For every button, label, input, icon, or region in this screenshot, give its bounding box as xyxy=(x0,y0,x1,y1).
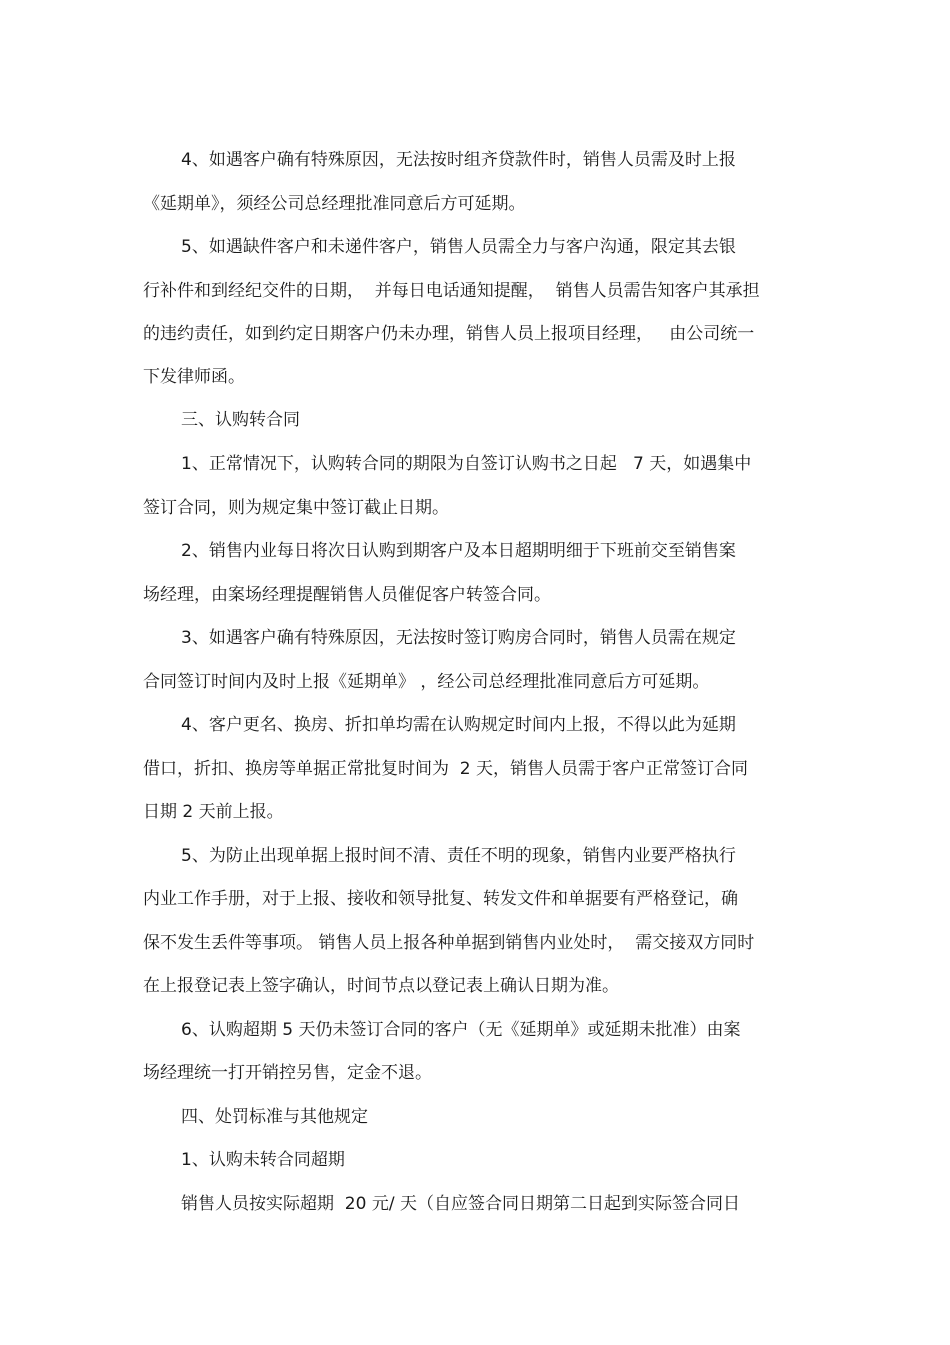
subsection-heading: 1、认购未转合同超期 xyxy=(181,1150,345,1170)
paragraph-line: 4、如遇客户确有特殊原因，无法按时组齐贷款件时，销售人员需及时上报 xyxy=(181,150,736,170)
paragraph-line: 1、正常情况下，认购转合同的期限为自签订认购书之日起 7 天，如遇集中 xyxy=(181,454,752,474)
paragraph-line: 保不发生丢件等事项。 销售人员上报各种单据到销售内业处时， 需交接双方同时 xyxy=(143,933,755,953)
paragraph-line: 内业工作手册，对于上报、接收和领导批复、转发文件和单据要有严格登记，确 xyxy=(143,889,738,909)
paragraph-line: 行补件和到经纪交件的日期， 并每日电话通知提醒， 销售人员需告知客户其承担 xyxy=(143,281,760,301)
section-heading: 三、认购转合同 xyxy=(181,410,300,430)
section-heading: 四、处罚标准与其他规定 xyxy=(181,1107,368,1127)
paragraph-line: 2、销售内业每日将次日认购到期客户及本日超期明细于下班前交至销售案 xyxy=(181,541,736,561)
paragraph-line: 5、为防止出现单据上报时间不清、责任不明的现象，销售内业要严格执行 xyxy=(181,846,736,866)
paragraph-line: 3、如遇客户确有特殊原因，无法按时签订购房合同时，销售人员需在规定 xyxy=(181,628,736,648)
paragraph-line: 下发律师函。 xyxy=(143,367,245,387)
paragraph-line: 的违约责任，如到约定日期客户仍未办理，销售人员上报项目经理， 由公司统一 xyxy=(143,324,755,344)
paragraph-line: 签订合同，则为规定集中签订截止日期。 xyxy=(143,498,449,518)
paragraph-line: 6、认购超期 5 天仍未签订合同的客户（无《延期单》或延期未批准）由案 xyxy=(181,1020,741,1040)
paragraph-line: 合同签订时间内及时上报《延期单》 ，经公司总经理批准同意后方可延期。 xyxy=(143,672,710,692)
paragraph-line: 场经理统一打开销控另售，定金不退。 xyxy=(143,1063,432,1083)
paragraph-line: 4、客户更名、换房、折扣单均需在认购规定时间内上报，不得以此为延期 xyxy=(181,715,736,735)
paragraph-line: 5、如遇缺件客户和未递件客户，销售人员需全力与客户沟通，限定其去银 xyxy=(181,237,736,257)
paragraph-line: 借口，折扣、换房等单据正常批复时间为 2 天，销售人员需于客户正常签订合同 xyxy=(143,759,749,779)
paragraph-line: 日期 2 天前上报。 xyxy=(143,802,284,822)
paragraph-line: 在上报登记表上签字确认，时间节点以登记表上确认日期为准。 xyxy=(143,976,619,996)
paragraph-line: 销售人员按实际超期 20 元/ 天（自应签合同日期第二日起到实际签合同日 xyxy=(181,1194,740,1214)
paragraph-line: 场经理，由案场经理提醒销售人员催促客户转签合同。 xyxy=(143,585,551,605)
paragraph-line: 《延期单》，须经公司总经理批准同意后方可延期。 xyxy=(143,194,526,214)
